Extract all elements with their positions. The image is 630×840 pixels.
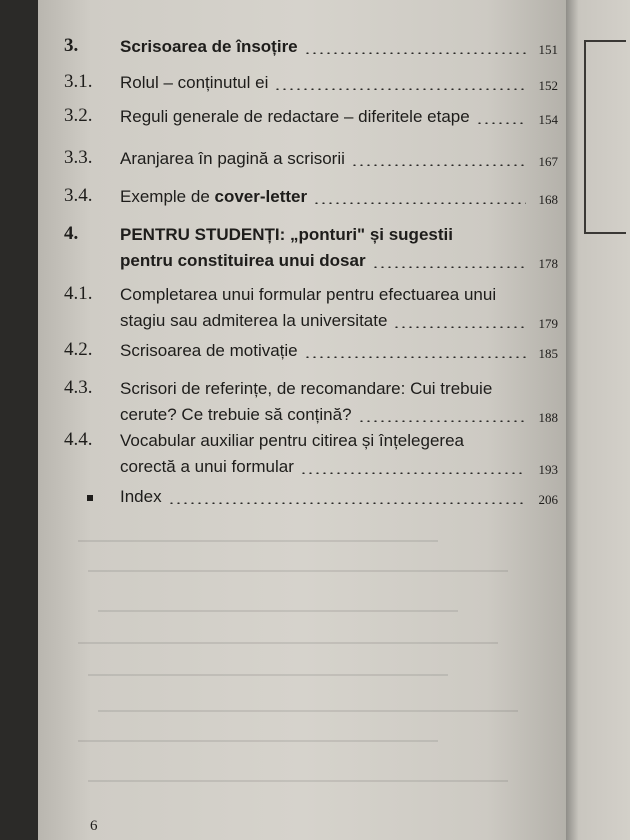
toc-entry-text bbox=[120, 310, 387, 332]
toc-entry-text-line: Reguli generale de redactare – diferitele etape bbox=[120, 107, 470, 126]
bleed-through-line bbox=[88, 770, 508, 782]
dot-leader bbox=[304, 356, 526, 358]
toc-entry-text-line: stagiu sau admiterea la universitate bbox=[120, 311, 388, 330]
toc-entry-text-line: Rolul – conținutul ei bbox=[120, 73, 269, 92]
toc-entry-number: 3.2. bbox=[64, 105, 93, 126]
toc-entry-number: 4. bbox=[64, 223, 79, 244]
toc-entry-text bbox=[120, 148, 345, 170]
bleed-through-line bbox=[78, 530, 438, 542]
toc-entry bbox=[38, 106, 566, 138]
toc-entry bbox=[38, 224, 566, 282]
adjacent-page-frame bbox=[584, 40, 626, 234]
toc-entry-bold-term: cover-letter bbox=[214, 187, 308, 206]
toc-entry-text-line: Scrisori de referințe, de recomandare: Cui trebuie bbox=[120, 379, 493, 398]
toc-entry bbox=[38, 486, 566, 518]
toc-entry-page: 188 bbox=[538, 410, 558, 425]
toc-entry-page: 206 bbox=[538, 492, 558, 507]
toc-entry bbox=[38, 186, 566, 218]
toc-entry-number: 3. bbox=[64, 35, 79, 56]
adjacent-page-edge bbox=[566, 0, 630, 840]
toc-entry bbox=[38, 284, 566, 342]
bleed-through-line bbox=[98, 600, 458, 612]
dot-leader bbox=[313, 202, 526, 204]
dot-leader bbox=[304, 52, 526, 54]
toc-entry-page: 193 bbox=[538, 462, 558, 477]
toc-entry-text bbox=[120, 486, 162, 508]
toc-entry-page: 179 bbox=[538, 316, 558, 331]
toc-entry-number: 4.1. bbox=[64, 283, 93, 304]
toc-entry-number: 3.4. bbox=[64, 185, 93, 206]
bleed-through-line bbox=[98, 700, 518, 712]
dot-leader bbox=[358, 420, 526, 422]
toc-entry-text bbox=[120, 340, 298, 362]
dot-leader bbox=[393, 326, 526, 328]
toc-entry bbox=[38, 72, 566, 104]
toc-entry-number: 4.2. bbox=[64, 339, 93, 360]
toc-entry-text bbox=[120, 36, 298, 58]
toc-entry-text-line: Vocabular auxiliar pentru citirea și înțelegerea bbox=[120, 431, 464, 450]
toc-entry-text-line: pentru constituirea unui dosar bbox=[120, 251, 366, 270]
toc-entry-text bbox=[120, 430, 464, 452]
toc-entry-text bbox=[120, 284, 496, 306]
dot-leader bbox=[351, 164, 526, 166]
toc-entry-page: 151 bbox=[538, 42, 558, 57]
toc-entry-page: 178 bbox=[538, 256, 558, 271]
toc-entry-text-line: cerute? Ce trebuie să conțină? bbox=[120, 405, 352, 424]
toc-entry-text-line: PENTRU STUDENȚI: „ponturi" și sugestii bbox=[120, 225, 453, 244]
bullet-icon bbox=[87, 495, 93, 501]
book-page bbox=[38, 0, 566, 840]
toc-entry bbox=[38, 378, 566, 436]
toc-entry-text bbox=[120, 106, 470, 128]
dot-leader bbox=[372, 266, 526, 268]
toc-entry-number: 4.3. bbox=[64, 377, 93, 398]
toc-entry-text-line: Index bbox=[120, 487, 162, 506]
toc-entry bbox=[38, 340, 566, 372]
toc-entry bbox=[38, 430, 566, 488]
toc-entry-page: 154 bbox=[538, 112, 558, 127]
toc-entry-page: 168 bbox=[538, 192, 558, 207]
bleed-through-line bbox=[78, 730, 438, 742]
toc-entry-text bbox=[120, 250, 366, 272]
toc-entry-text bbox=[120, 72, 268, 94]
dot-leader bbox=[300, 472, 526, 474]
toc-entry-text-line: Scrisoarea de motivație bbox=[120, 341, 298, 360]
toc-entry-text bbox=[120, 456, 294, 478]
toc-entry bbox=[38, 36, 566, 68]
bleed-through-line bbox=[78, 632, 498, 644]
toc-entry bbox=[38, 148, 566, 180]
toc-entry-text bbox=[120, 378, 492, 400]
toc-entry-text-line: Exemple de bbox=[120, 187, 215, 206]
toc-entry-page: 167 bbox=[538, 154, 558, 169]
bleed-through-line bbox=[88, 664, 448, 676]
toc-entry-text-line: Completarea unui formular pentru efectuarea unui bbox=[120, 285, 497, 304]
toc-entry-text bbox=[120, 186, 307, 208]
dot-leader bbox=[476, 122, 526, 124]
toc-entry-page: 185 bbox=[538, 346, 558, 361]
dot-leader bbox=[274, 88, 526, 90]
toc-entry-text-line: Scrisoarea de însoțire bbox=[120, 37, 298, 56]
toc-entry-text-line: corectă a unui formular bbox=[120, 457, 294, 476]
page-number: 6 bbox=[90, 818, 98, 834]
toc-entry-text-line: Aranjarea în pagină a scrisorii bbox=[120, 149, 345, 168]
toc-entry-text bbox=[120, 404, 352, 426]
toc-entry-number: 3.1. bbox=[64, 71, 93, 92]
toc-entry-number: 3.3. bbox=[64, 147, 93, 168]
toc-entry-text bbox=[120, 224, 453, 246]
toc-entry-number: 4.4. bbox=[64, 429, 93, 450]
bleed-through-line bbox=[88, 560, 508, 572]
toc-entry-page: 152 bbox=[538, 78, 558, 93]
dot-leader bbox=[168, 502, 526, 504]
